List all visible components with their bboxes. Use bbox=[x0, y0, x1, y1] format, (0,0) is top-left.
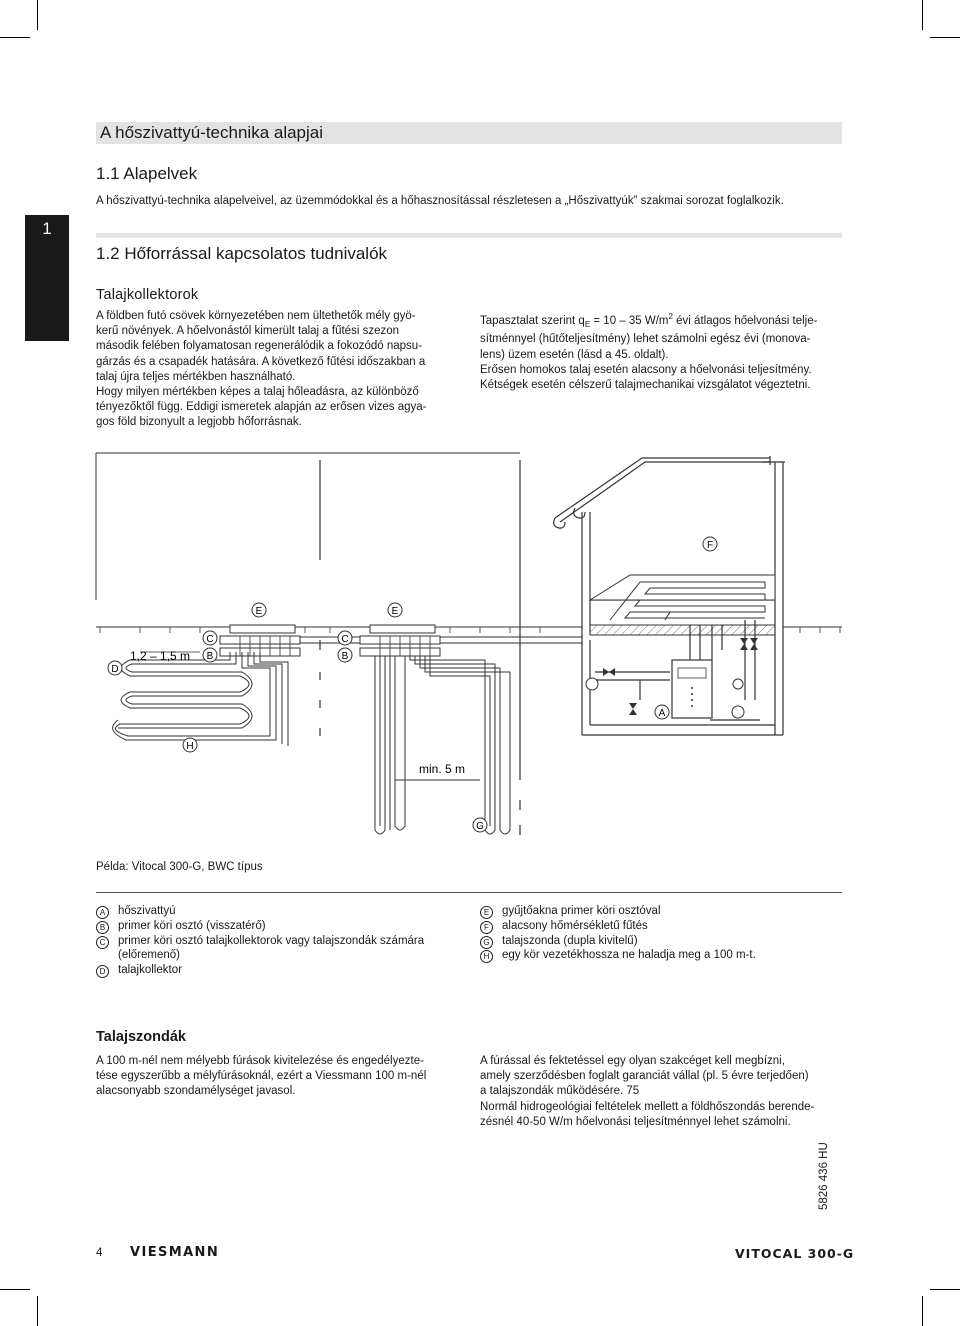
legend-item bbox=[96, 963, 466, 978]
section-text-1-1: A hőszivattyú-technika alapelveivel, az üzemmódokkal és a hőhasznosítással részletesen a „Hőszivattyúk” szakmai sorozat foglalkozik. bbox=[96, 195, 784, 207]
text-line: lens) üzem esetén (lásd a 45. oldalt). bbox=[480, 348, 669, 361]
section-heading-1-2: 1.2 Hőforrással kapcsolatos tudnivalók bbox=[96, 244, 388, 263]
legend-key: A bbox=[96, 906, 109, 919]
diagram-label-c: C bbox=[341, 634, 349, 645]
legend-item bbox=[480, 904, 850, 919]
crop-mark bbox=[930, 1289, 960, 1290]
text-line: Hogy milyen mértékben képes a talaj hőleadásra, az különböző bbox=[96, 386, 419, 399]
diagram-label-d: D bbox=[111, 664, 119, 675]
legend-key: B bbox=[96, 921, 109, 934]
diagram-label-c: C bbox=[206, 634, 214, 645]
text-line bbox=[480, 309, 850, 332]
product-name: VITOCAL 300-G bbox=[735, 1246, 855, 1261]
diagram-label-b: B bbox=[341, 651, 349, 662]
section-rule bbox=[96, 233, 842, 238]
text-fragment: évi átlagos hőelvonási telje- bbox=[672, 314, 818, 327]
text-fragment: = 10 – 35 W/m bbox=[590, 314, 669, 327]
legend-item bbox=[480, 919, 850, 934]
legend-text: (előremenő) bbox=[118, 949, 180, 962]
legend-key: G bbox=[480, 936, 493, 949]
legend-item bbox=[96, 948, 466, 963]
crop-mark bbox=[0, 37, 30, 38]
text-line: Normál hidrogeológiai feltételek mellett a földhőszondás berende- bbox=[480, 1100, 815, 1113]
chapter-number: 1 bbox=[42, 219, 52, 238]
text-line: kerű növények. A hőelvonástól kimerült talaj a fűtési szezon bbox=[96, 325, 400, 338]
talajszondak-left-text bbox=[96, 1054, 466, 1100]
diagram-label-a: A bbox=[658, 708, 666, 719]
crop-mark bbox=[37, 0, 38, 30]
diagram-label-e: E bbox=[255, 606, 263, 617]
text-line: A földben futó csövek környezetében nem ültethetők mély gyö- bbox=[96, 310, 416, 322]
diagram-label-h: H bbox=[186, 741, 194, 752]
legend-text: primer köri osztó (visszatérő) bbox=[118, 919, 266, 932]
ground-probe-pipes bbox=[375, 656, 510, 834]
text-line: zésnél 40-50 W/m hőelvonási teljesítménnyel lehet számolni. bbox=[480, 1115, 791, 1128]
depth-label: 1,2 – 1,5 m bbox=[130, 649, 191, 663]
diagram-label-e: E bbox=[391, 606, 399, 617]
crop-mark bbox=[930, 37, 960, 38]
diagram-label-b: B bbox=[206, 651, 214, 662]
legend-text: hőszivattyú bbox=[118, 905, 176, 917]
text-line: második felében folyamatosan regenerálódik a fokozódó napsu- bbox=[96, 340, 423, 353]
text-line: sítménnyel (hűtőteljesítmény) lehet számolni egész évi (monova- bbox=[480, 333, 811, 346]
figure-caption: Példa: Vitocal 300-G, BWC típus bbox=[96, 861, 263, 873]
diagram-label-f: F bbox=[706, 540, 714, 551]
house-roof bbox=[554, 456, 785, 528]
floor-slab bbox=[590, 625, 775, 635]
legend-text: egy kör vezetékhossza ne haladja meg a 100 m-t. bbox=[502, 949, 756, 962]
crop-mark bbox=[922, 1296, 923, 1326]
document-code: 5826 436 HU bbox=[818, 1142, 830, 1210]
text-line: amely szerződésben foglalt garanciát vállal (pl. 5 évre terjedően) bbox=[480, 1070, 809, 1083]
legend-key: F bbox=[480, 921, 493, 934]
text-line: talaj újra teljes mértékben használható. bbox=[96, 370, 296, 383]
chapter-tab bbox=[25, 215, 69, 341]
legend-key: C bbox=[96, 936, 109, 949]
crop-mark bbox=[0, 1289, 30, 1290]
talajkollektorok-right-text bbox=[480, 309, 850, 393]
crop-mark bbox=[37, 1296, 38, 1326]
text-line: a talajszondák működésére. 75 bbox=[480, 1085, 640, 1098]
legend-right bbox=[480, 904, 850, 963]
legend-item bbox=[480, 948, 850, 963]
legend-item bbox=[96, 934, 466, 949]
text-line: A fúrással és fektetéssel egy olyan szakcéget kell megbízni, bbox=[480, 1055, 785, 1067]
text-fragment: Tapasztalat szerint q bbox=[480, 314, 585, 327]
page-title: A hőszivattyú-technika alapjai bbox=[100, 123, 324, 142]
subheading-talajszondak: Talajszondák bbox=[96, 1029, 186, 1045]
text-line: alacsonyabb szondamélységet javasol. bbox=[96, 1085, 296, 1098]
subheading-talajkollektorok: Talajkollektorok bbox=[96, 287, 199, 303]
viessmann-logo: VIESMANN bbox=[130, 1245, 220, 1260]
legend-text: talajkollektor bbox=[118, 964, 182, 977]
diagram-label-g: G bbox=[476, 821, 484, 832]
legend-text: gyűjtőakna primer köri osztóval bbox=[502, 905, 661, 917]
legend-item bbox=[480, 934, 850, 949]
distance-label: min. 5 m bbox=[419, 762, 466, 776]
superscript: 2 bbox=[668, 312, 673, 321]
legend-left bbox=[96, 904, 466, 978]
text-line: tése egyszerűbb a mélyfúrásoknál, ezért a Viessmann 100 m-nél bbox=[96, 1070, 427, 1083]
text-line: gos föld bizonyult a legjobb hőforrásnak. bbox=[96, 416, 302, 429]
talajszondak-right-text bbox=[480, 1054, 850, 1130]
legend-key: D bbox=[96, 965, 109, 978]
page-number: 4 bbox=[96, 1247, 103, 1259]
text-line: Kétségek esetén célszerű talajmechanikai vizsgálatot végeztetni. bbox=[480, 378, 811, 391]
legend-item bbox=[96, 919, 466, 934]
crop-mark bbox=[922, 0, 923, 30]
subscript: E bbox=[584, 320, 591, 330]
talajkollektorok-left-text bbox=[96, 309, 466, 431]
ground-collector-loops bbox=[113, 652, 288, 746]
section-heading-1-1: 1.1 Alapelvek bbox=[96, 164, 198, 183]
text-line: gárzás és a csapadék hatására. A következő fűtési időszakban a bbox=[96, 355, 426, 368]
legend-text: alacsony hőmérsékletű fűtés bbox=[502, 919, 648, 932]
legend-text: primer köri osztó talajkollektorok vagy talajszondák számára bbox=[118, 934, 425, 947]
caption-rule bbox=[96, 892, 842, 893]
legend-item bbox=[96, 904, 466, 919]
heat-pump-installation-diagram bbox=[0, 440, 960, 860]
text-line: tényezőktől függ. Eddigi ismeretek alapján az erősen vizes agya- bbox=[96, 401, 427, 414]
legend-text: talajszonda (dupla kivitelű) bbox=[502, 934, 638, 947]
legend-key: H bbox=[480, 950, 493, 963]
page-header bbox=[96, 122, 842, 144]
text-line: Erősen homokos talaj esetén alacsony a hőelvonási teljesítmény. bbox=[480, 363, 812, 376]
text-line: A 100 m-nél nem mélyebb fúrások kivitelezése és engedélyezte- bbox=[96, 1055, 424, 1067]
legend-key: E bbox=[480, 906, 493, 919]
